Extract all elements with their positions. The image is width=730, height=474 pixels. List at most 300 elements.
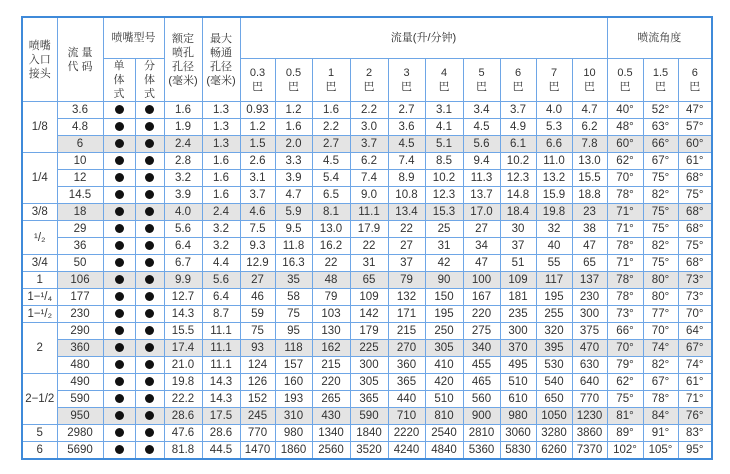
- available-dot-icon: [115, 258, 124, 267]
- spray-angle: 91°: [643, 425, 678, 442]
- available-dot-icon: [115, 122, 124, 131]
- flow-value: 610: [500, 391, 536, 408]
- spray-angle: 40°: [607, 102, 643, 119]
- flow-value: 300: [500, 323, 536, 340]
- header-flow-pressure: 6 巴: [500, 59, 536, 102]
- rated-orifice: 22.2: [164, 391, 202, 408]
- max-passage: 28.6: [202, 425, 240, 442]
- single-type-cell: [103, 221, 135, 238]
- spray-angle: 64°: [678, 323, 712, 340]
- flow-value: 225: [350, 340, 388, 357]
- flow-value: 510: [425, 391, 463, 408]
- spray-angle: 81°: [607, 408, 643, 425]
- flow-value: 220: [312, 374, 350, 391]
- available-dot-icon: [115, 428, 124, 437]
- flow-value: 22: [350, 238, 388, 255]
- header-single-type: 单 体 式: [103, 59, 135, 102]
- max-passage: 11.1: [202, 323, 240, 340]
- inlet-size: 3/4: [22, 255, 57, 272]
- spray-angle: 70°: [678, 306, 712, 323]
- rated-orifice: 15.5: [164, 323, 202, 340]
- split-type-cell: [135, 374, 164, 391]
- spray-angle: 75°: [643, 255, 678, 272]
- flow-value: 230: [572, 289, 607, 306]
- flow-value: 95: [275, 323, 312, 340]
- max-passage: 14.3: [202, 374, 240, 391]
- flow-value: 25: [425, 221, 463, 238]
- flow-value: 79: [312, 289, 350, 306]
- header-model: 喷嘴型号: [103, 17, 164, 59]
- flow-code: 950: [57, 408, 103, 425]
- spray-angle: 52°: [643, 102, 678, 119]
- flow-value: 6.5: [312, 187, 350, 204]
- max-passage: 1.6: [202, 170, 240, 187]
- flow-value: 40: [536, 238, 572, 255]
- flow-value: 103: [312, 306, 350, 323]
- flow-value: 13.2: [536, 170, 572, 187]
- flow-value: 2.2: [350, 102, 388, 119]
- spray-angle: 60°: [678, 136, 712, 153]
- flow-value: 126: [240, 374, 275, 391]
- flow-value: 195: [536, 289, 572, 306]
- table-row: [22, 153, 712, 170]
- max-passage: 4.4: [202, 255, 240, 272]
- flow-value: 27: [240, 272, 275, 289]
- available-dot-icon: [145, 360, 154, 369]
- rated-orifice: 3.2: [164, 170, 202, 187]
- split-type-cell: [135, 221, 164, 238]
- single-type-cell: [103, 204, 135, 221]
- flow-value: 160: [275, 374, 312, 391]
- flow-value: 23: [572, 204, 607, 221]
- flow-value: 5360: [463, 442, 500, 460]
- table-row: [22, 425, 712, 442]
- available-dot-icon: [145, 139, 154, 148]
- single-type-cell: [103, 391, 135, 408]
- flow-value: 2810: [463, 425, 500, 442]
- flow-value: 9.5: [275, 221, 312, 238]
- flow-code: 50: [57, 255, 103, 272]
- flow-value: 47: [572, 238, 607, 255]
- spray-angle: 82°: [643, 357, 678, 374]
- rated-orifice: 81.8: [164, 442, 202, 460]
- flow-value: 1470: [240, 442, 275, 460]
- split-type-cell: [135, 272, 164, 289]
- header-angle-pressure: 6 巴: [678, 59, 712, 102]
- flow-value: 12.3: [425, 187, 463, 204]
- max-passage: 2.4: [202, 204, 240, 221]
- flow-value: 900: [463, 408, 500, 425]
- split-type-cell: [135, 119, 164, 136]
- flow-value: 275: [463, 323, 500, 340]
- flow-value: 195: [425, 306, 463, 323]
- flow-value: 530: [536, 357, 572, 374]
- flow-value: 300: [572, 306, 607, 323]
- flow-value: 1.5: [240, 136, 275, 153]
- split-type-cell: [135, 187, 164, 204]
- flow-value: 38: [572, 221, 607, 238]
- max-passage: 1.3: [202, 102, 240, 119]
- flow-value: 11.0: [536, 153, 572, 170]
- flow-code: 360: [57, 340, 103, 357]
- flow-value: 6.6: [536, 136, 572, 153]
- spray-angle: 73°: [607, 306, 643, 323]
- flow-value: 3.7: [500, 102, 536, 119]
- single-type-cell: [103, 136, 135, 153]
- rated-orifice: 2.4: [164, 136, 202, 153]
- inlet-size: 5: [22, 425, 57, 442]
- spray-angle: 80°: [643, 289, 678, 306]
- flow-value: 4.1: [425, 119, 463, 136]
- flow-value: 245: [240, 408, 275, 425]
- flow-value: 440: [388, 391, 425, 408]
- flow-value: 65: [350, 272, 388, 289]
- single-type-cell: [103, 289, 135, 306]
- header-flow-pressure: 2 巴: [350, 59, 388, 102]
- flow-value: 31: [425, 238, 463, 255]
- available-dot-icon: [115, 207, 124, 216]
- flow-value: 9.3: [240, 238, 275, 255]
- spray-angle: 75°: [643, 221, 678, 238]
- flow-value: 34: [463, 238, 500, 255]
- table-row: [22, 102, 712, 119]
- split-type-cell: [135, 238, 164, 255]
- available-dot-icon: [145, 258, 154, 267]
- single-type-cell: [103, 357, 135, 374]
- available-dot-icon: [145, 343, 154, 352]
- flow-value: 10.2: [425, 170, 463, 187]
- spray-angle: 68°: [678, 255, 712, 272]
- split-type-cell: [135, 357, 164, 374]
- flow-value: 12.3: [500, 170, 536, 187]
- single-type-cell: [103, 408, 135, 425]
- split-type-cell: [135, 204, 164, 221]
- split-type-cell: [135, 102, 164, 119]
- flow-value: 13.7: [463, 187, 500, 204]
- flow-value: 47: [463, 255, 500, 272]
- flow-value: 58: [275, 289, 312, 306]
- available-dot-icon: [145, 173, 154, 182]
- flow-value: 640: [572, 374, 607, 391]
- rated-orifice: 1.9: [164, 119, 202, 136]
- flow-value: 8.5: [425, 153, 463, 170]
- flow-value: 75: [240, 323, 275, 340]
- flow-value: 980: [500, 408, 536, 425]
- flow-value: 1.2: [275, 102, 312, 119]
- flow-value: 6260: [536, 442, 572, 460]
- available-dot-icon: [115, 275, 124, 284]
- flow-value: 235: [500, 306, 536, 323]
- flow-value: 5.1: [425, 136, 463, 153]
- rated-orifice: 2.8: [164, 153, 202, 170]
- rated-orifice: 4.0: [164, 204, 202, 221]
- flow-value: 8.1: [312, 204, 350, 221]
- flow-value: 215: [388, 323, 425, 340]
- available-dot-icon: [115, 190, 124, 199]
- flow-value: 142: [350, 306, 388, 323]
- header-rated-orifice: 额定 喷孔 孔径 (毫米): [164, 17, 202, 102]
- flow-code: 10: [57, 153, 103, 170]
- flow-code: 177: [57, 289, 103, 306]
- flow-value: 1860: [275, 442, 312, 460]
- split-type-cell: [135, 391, 164, 408]
- flow-value: 19.8: [536, 204, 572, 221]
- available-dot-icon: [115, 139, 124, 148]
- table-row: [22, 442, 712, 460]
- flow-value: 42: [425, 255, 463, 272]
- spray-angle: 48°: [607, 119, 643, 136]
- rated-orifice: 9.9: [164, 272, 202, 289]
- flow-value: 117: [536, 272, 572, 289]
- split-type-cell: [135, 425, 164, 442]
- table-row: [22, 289, 712, 306]
- flow-value: 4.9: [500, 119, 536, 136]
- split-type-cell: [135, 136, 164, 153]
- header-flow-pressure: 0.3 巴: [240, 59, 275, 102]
- spray-angle: 60°: [607, 136, 643, 153]
- flow-value: 15.3: [425, 204, 463, 221]
- inlet-size: 6: [22, 442, 57, 460]
- flow-value: 560: [463, 391, 500, 408]
- rated-orifice: 3.9: [164, 187, 202, 204]
- flow-value: 2.7: [312, 136, 350, 153]
- flow-value: 1230: [572, 408, 607, 425]
- flow-value: 9.4: [463, 153, 500, 170]
- header-angle-pressure: 1.5 巴: [643, 59, 678, 102]
- spray-angle: 71°: [607, 204, 643, 221]
- flow-value: 365: [388, 374, 425, 391]
- flow-value: 375: [572, 323, 607, 340]
- flow-value: 65: [572, 255, 607, 272]
- inlet-size: 1/8: [22, 102, 57, 153]
- flow-code: 3.6: [57, 102, 103, 119]
- single-type-cell: [103, 170, 135, 187]
- flow-value: 3.7: [350, 136, 388, 153]
- available-dot-icon: [145, 207, 154, 216]
- flow-value: 370: [500, 340, 536, 357]
- flow-value: 27: [463, 221, 500, 238]
- table-row: [22, 306, 712, 323]
- flow-code: 290: [57, 323, 103, 340]
- spray-angle: 68°: [678, 204, 712, 221]
- flow-value: 79: [388, 272, 425, 289]
- flow-value: 46: [240, 289, 275, 306]
- flow-value: 4.5: [388, 136, 425, 153]
- available-dot-icon: [115, 292, 124, 301]
- max-passage: 8.7: [202, 306, 240, 323]
- spray-angle: 71°: [607, 221, 643, 238]
- single-type-cell: [103, 340, 135, 357]
- available-dot-icon: [115, 394, 124, 403]
- spray-angle: 74°: [643, 340, 678, 357]
- inlet-size: 1/4: [22, 153, 57, 204]
- flow-value: 5.4: [312, 170, 350, 187]
- flow-value: 255: [536, 306, 572, 323]
- rated-orifice: 6.4: [164, 238, 202, 255]
- table-row: [22, 238, 712, 255]
- flow-value: 3.7: [240, 187, 275, 204]
- flow-value: 220: [463, 306, 500, 323]
- flow-value: 365: [350, 391, 388, 408]
- flow-value: 15.9: [536, 187, 572, 204]
- flow-value: 590: [350, 408, 388, 425]
- spray-angle: 67°: [643, 374, 678, 391]
- flow-value: 465: [463, 374, 500, 391]
- single-type-cell: [103, 187, 135, 204]
- table-row: [22, 255, 712, 272]
- table-row: [22, 170, 712, 187]
- flow-value: 167: [463, 289, 500, 306]
- flow-code: 230: [57, 306, 103, 323]
- flow-value: 75: [275, 306, 312, 323]
- flow-value: 93: [240, 340, 275, 357]
- spray-angle: 75°: [643, 204, 678, 221]
- flow-value: 109: [350, 289, 388, 306]
- flow-value: 2560: [312, 442, 350, 460]
- flow-value: 7370: [572, 442, 607, 460]
- available-dot-icon: [145, 377, 154, 386]
- header-angle: 喷流角度: [607, 17, 712, 59]
- table-row: [22, 204, 712, 221]
- rated-orifice: 17.4: [164, 340, 202, 357]
- header-flow-pressure: 3 巴: [388, 59, 425, 102]
- header-flow-pressure: 5 巴: [463, 59, 500, 102]
- rated-orifice: 5.6: [164, 221, 202, 238]
- inlet-size: 1−¹/₂: [22, 306, 57, 323]
- flow-value: 152: [240, 391, 275, 408]
- available-dot-icon: [145, 156, 154, 165]
- spray-angle: 73°: [678, 289, 712, 306]
- flow-value: 48: [312, 272, 350, 289]
- flow-value: 1050: [536, 408, 572, 425]
- flow-value: 51: [500, 255, 536, 272]
- single-type-cell: [103, 442, 135, 460]
- flow-value: 770: [572, 391, 607, 408]
- flow-value: 360: [388, 357, 425, 374]
- flow-value: 3280: [536, 425, 572, 442]
- flow-value: 4.5: [312, 153, 350, 170]
- flow-value: 15.5: [572, 170, 607, 187]
- flow-value: 18.8: [572, 187, 607, 204]
- spray-angle: 75°: [643, 170, 678, 187]
- flow-value: 5.3: [536, 119, 572, 136]
- header-flow-pressure: 7 巴: [536, 59, 572, 102]
- flow-value: 150: [425, 289, 463, 306]
- split-type-cell: [135, 408, 164, 425]
- split-type-cell: [135, 289, 164, 306]
- flow-value: 11.1: [350, 204, 388, 221]
- flow-value: 980: [275, 425, 312, 442]
- available-dot-icon: [115, 360, 124, 369]
- available-dot-icon: [145, 411, 154, 420]
- flow-value: 162: [312, 340, 350, 357]
- spray-angle: 78°: [607, 289, 643, 306]
- flow-value: 4840: [425, 442, 463, 460]
- table-row: [22, 391, 712, 408]
- spray-angle: 68°: [678, 221, 712, 238]
- flow-value: 6.1: [500, 136, 536, 153]
- flow-value: 215: [312, 357, 350, 374]
- flow-value: 4.7: [572, 102, 607, 119]
- table-row: [22, 119, 712, 136]
- available-dot-icon: [145, 394, 154, 403]
- spray-angle: 78°: [643, 391, 678, 408]
- inlet-size: 1−¹/₄: [22, 289, 57, 306]
- header-flow-pressure: 0.5 巴: [275, 59, 312, 102]
- split-type-cell: [135, 306, 164, 323]
- flow-value: 305: [425, 340, 463, 357]
- spray-angle: 62°: [607, 374, 643, 391]
- spray-angle: 66°: [607, 323, 643, 340]
- flow-value: 6.2: [572, 119, 607, 136]
- flow-value: 13.0: [572, 153, 607, 170]
- flow-value: 0.93: [240, 102, 275, 119]
- single-type-cell: [103, 238, 135, 255]
- spray-angle: 102°: [607, 442, 643, 460]
- rated-orifice: 19.8: [164, 374, 202, 391]
- available-dot-icon: [145, 309, 154, 318]
- flow-value: 5.6: [463, 136, 500, 153]
- max-passage: 1.3: [202, 119, 240, 136]
- split-type-cell: [135, 255, 164, 272]
- flow-value: 35: [275, 272, 312, 289]
- available-dot-icon: [145, 122, 154, 131]
- flow-value: 5.9: [275, 204, 312, 221]
- flow-value: 11.8: [275, 238, 312, 255]
- flow-value: 3.1: [425, 102, 463, 119]
- max-passage: 1.6: [202, 187, 240, 204]
- table-row: [22, 136, 712, 153]
- flow-value: 11.3: [463, 170, 500, 187]
- spray-angle: 74°: [678, 357, 712, 374]
- available-dot-icon: [115, 173, 124, 182]
- split-type-cell: [135, 153, 164, 170]
- flow-value: 17.9: [350, 221, 388, 238]
- spray-angle: 71°: [607, 255, 643, 272]
- available-dot-icon: [115, 343, 124, 352]
- rated-orifice: 28.6: [164, 408, 202, 425]
- flow-code: 36: [57, 238, 103, 255]
- table-row: [22, 357, 712, 374]
- table-row: [22, 323, 712, 340]
- spray-angle: 78°: [607, 272, 643, 289]
- flow-value: 59: [240, 306, 275, 323]
- flow-value: 100: [463, 272, 500, 289]
- spray-angle: 61°: [678, 153, 712, 170]
- spray-angle: 66°: [643, 136, 678, 153]
- header-angle-pressure: 0.5 巴: [607, 59, 643, 102]
- flow-value: 16.3: [275, 255, 312, 272]
- rated-orifice: 47.6: [164, 425, 202, 442]
- table-row: [22, 272, 712, 289]
- table-row: [22, 374, 712, 391]
- flow-value: 3060: [500, 425, 536, 442]
- flow-value: 9.0: [350, 187, 388, 204]
- flow-value: 1340: [312, 425, 350, 442]
- flow-value: 179: [350, 323, 388, 340]
- flow-value: 55: [536, 255, 572, 272]
- flow-value: 109: [500, 272, 536, 289]
- spray-angle: 67°: [678, 340, 712, 357]
- flow-value: 2.0: [275, 136, 312, 153]
- spray-angle: 79°: [607, 357, 643, 374]
- flow-value: 2.7: [388, 102, 425, 119]
- rated-orifice: 1.6: [164, 102, 202, 119]
- flow-value: 16.2: [312, 238, 350, 255]
- available-dot-icon: [145, 224, 154, 233]
- flow-value: 340: [463, 340, 500, 357]
- available-dot-icon: [115, 156, 124, 165]
